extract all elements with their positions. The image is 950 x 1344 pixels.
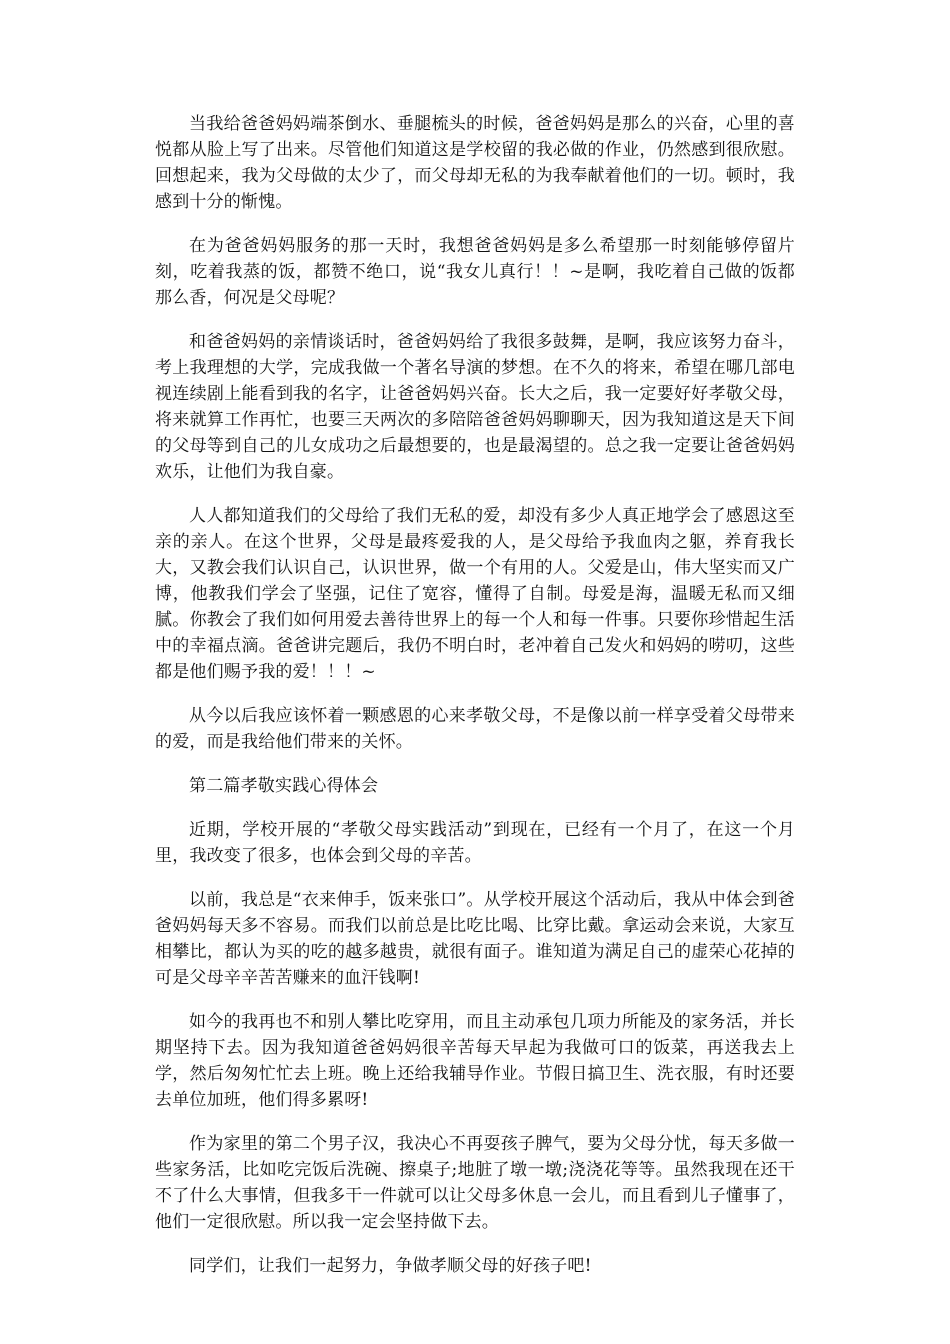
- paragraph-9: 作为家里的第二个男子汉，我决心不再耍孩子脾气，要为父母分忧，每天多做一些家务活，比如吃完饭后洗碗、擦桌子;地脏了墩一墩;浇浇花等等。虽然我现在还干不了什么大事情，但我多干一件就可以让父母多休息一会儿，而且看到儿子懂事了，他们一定很欣慰。所以我一定会坚持做下去。: [155, 1134, 795, 1232]
- paragraph-4: 人人都知道我们的父母给了我们无私的爱，却没有多少人真正地学会了感恩这至亲的亲人。在这个世界，父母是最疼爱我的人，是父母给予我血肉之躯，养育我长大，又教会我们认识自己，认识世界，做一个有用的人。父爱是山，伟大坚实而又广博，他教我们学会了坚强，记住了宽容，懂得了自制。母爱是海，温暖无私而又细腻。你教会了我们如何用爱去善待世界上的每一个人和每一件事。只要你珍惜起生活中的幸福点滴。爸爸讲完题后，我仍不明白时，老冲着自己发火和妈妈的唠叨，这些都是他们赐予我的爱！！！~: [155, 506, 795, 682]
- paragraph-5: 从今以后我应该怀着一颗感恩的心来孝敬父母，不是像以前一样享受着父母带来的爱，而是我给他们带来的关怀。: [155, 706, 795, 752]
- paragraph-6: 近期，学校开展的“孝敬父母实践活动”到现在，已经有一个月了，在这一个月里，我改变了很多，也体会到父母的辛苦。: [155, 820, 795, 866]
- document-body: [155, 111, 795, 1297]
- paragraph-2: 在为爸爸妈妈服务的那一天时，我想爸爸妈妈是多么希望那一时刻能够停留片刻，吃着我蒸的饭，都赞不绝口，说“我女儿真行！！~是啊，我吃着自己做的饭都那么香，何况是父母呢？: [155, 236, 795, 308]
- paragraph-1: 当我给爸爸妈妈端茶倒水、垂腿梳头的时候，爸爸妈妈是那么的兴奋，心里的喜悦都从脸上写了出来。尽管他们知道这是学校留的我必做的作业，仍然感到很欣慰。回想起来，我为父母做的太少了，而父母却无私的为我奉献着他们的一切。顿时，我感到十分的惭愧。: [155, 114, 795, 212]
- section-heading: 第二篇孝敬实践心得体会: [189, 776, 379, 796]
- paragraph-10: 同学们，让我们一起努力，争做孝顺父母的好孩子吧!: [189, 1256, 592, 1276]
- paragraph-7: 以前，我总是“衣来伸手，饭来张口”。从学校开展这个活动后，我从中体会到爸爸妈妈每天多不容易。而我们以前总是比吃比喝、比穿比戴。拿运动会来说，大家互相攀比，都认为买的吃的越多越贵，就很有面子。谁知道为满足自己的虚荣心花掉的可是父母辛辛苦苦赚来的血汗钱啊!: [155, 890, 795, 988]
- paragraph-3: 和爸爸妈妈的亲情谈话时，爸爸妈妈给了我很多鼓舞，是啊，我应该努力奋斗，考上我理想的大学，完成我做一个著名导演的梦想。在不久的将来，希望在哪几部电视连续剧上能看到我的名字，让爸爸妈妈兴奋。长大之后，我一定要好好孝敬父母，将来就算工作再忙，也要三天两次的多陪陪爸爸妈妈聊聊天，因为我知道这是天下间的父母等到自己的儿女成功之后最想要的，也是最渴望的。总之我一定要让爸爸妈妈欢乐，让他们为我自豪。: [155, 332, 795, 482]
- paragraph-8: 如今的我再也不和别人攀比吃穿用，而且主动承包几项力所能及的家务活，并长期坚持下去。因为我知道爸爸妈妈很辛苦每天早起为我做可口的饭菜，再送我去上学，然后匆匆忙忙去上班。晚上还给我辅导作业。节假日搞卫生、洗衣服，有时还要去单位加班，他们得多累呀!: [155, 1012, 795, 1110]
